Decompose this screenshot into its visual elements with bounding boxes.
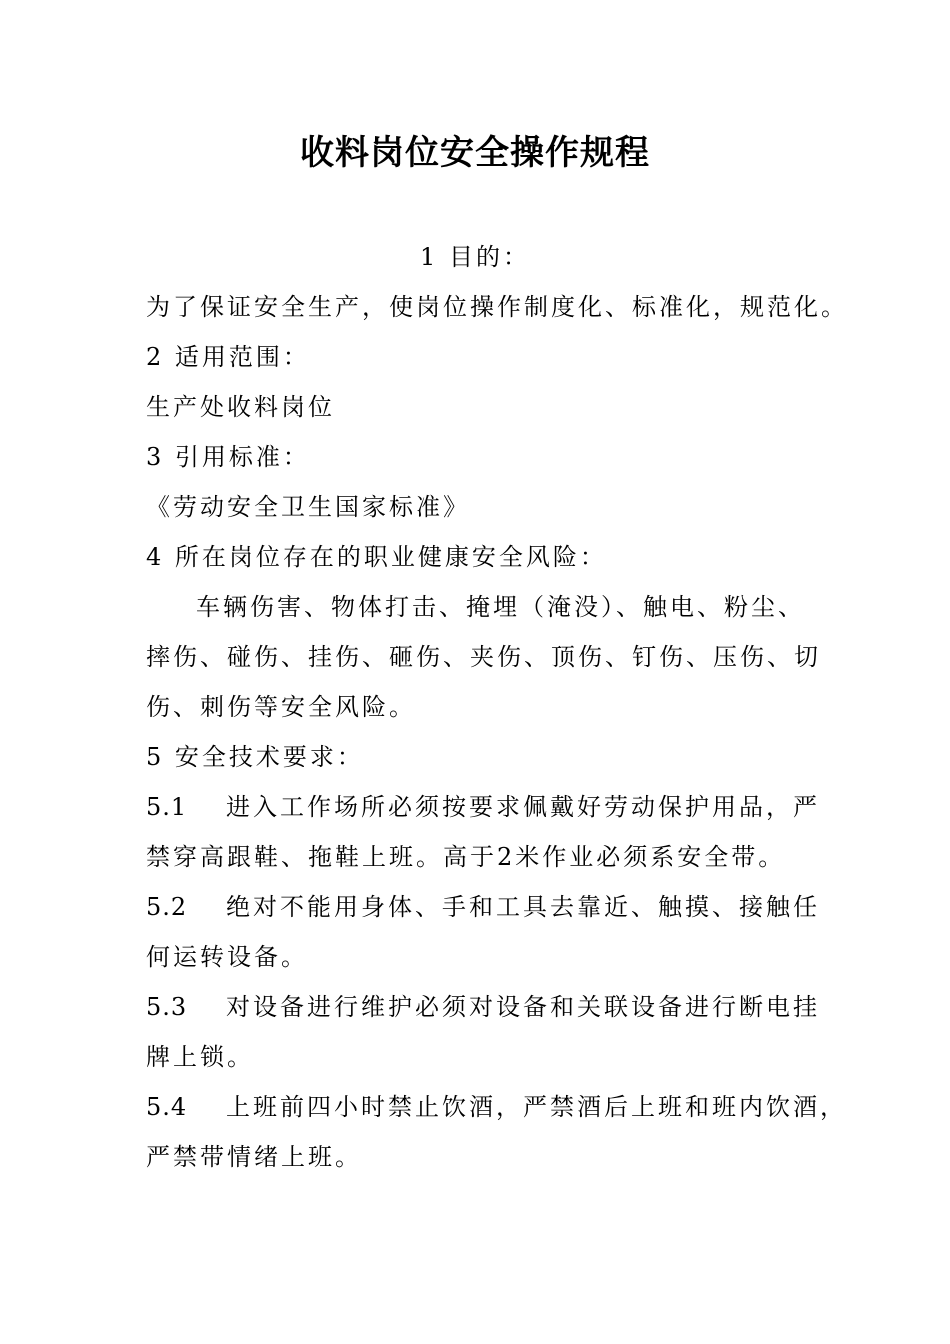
- section-2-heading: 2 适用范围：: [146, 343, 310, 371]
- section-1-text: 为了保证安全生产，使岗位操作制度化、标准化，规范化。: [146, 293, 848, 321]
- item-number: 5.4: [146, 1093, 188, 1121]
- item-number: 5.1: [146, 793, 188, 821]
- document-title: 收料岗位安全操作规程: [300, 133, 650, 173]
- item-5-1-continuation: 禁穿高跟鞋、拖鞋上班。高于2米作业必须系安全带。: [146, 843, 786, 871]
- section-3-heading: 3 引用标准：: [146, 443, 310, 471]
- item-5-4-continuation: 严禁带情绪上班。: [146, 1143, 362, 1171]
- item-text: 绝对不能用身体、手和工具去靠近、触摸、接触任: [226, 893, 820, 921]
- section-2-text: 生产处收料岗位: [146, 393, 335, 421]
- item-number: 5.3: [146, 993, 188, 1021]
- item-text: 进入工作场所必须按要求佩戴好劳动保护用品，严: [226, 793, 820, 821]
- section-5-heading: 5 安全技术要求：: [146, 743, 364, 771]
- section-4-line-1: 车辆伤害、物体打击、掩埋（淹没）、触电、粉尘、: [196, 593, 805, 621]
- item-5-3-continuation: 牌上锁。: [146, 1043, 254, 1071]
- item-5-2: [146, 890, 826, 924]
- section-4-line-3: 伤、刺伤等安全风险。: [146, 693, 416, 721]
- section-4-heading: 4 所在岗位存在的职业健康安全风险：: [146, 543, 607, 571]
- item-5-1: [146, 790, 826, 824]
- item-number: 5.2: [146, 893, 188, 921]
- section-4-line-2: 摔伤、碰伤、挂伤、砸伤、夹伤、顶伤、钉伤、压伤、切: [146, 643, 821, 671]
- item-5-3: [146, 990, 826, 1024]
- item-5-4: [146, 1090, 847, 1124]
- section-3-text: 《劳动安全卫生国家标准》: [146, 493, 470, 521]
- section-1-heading: 1 目的：: [420, 243, 530, 271]
- item-5-2-continuation: 何运转设备。: [146, 943, 308, 971]
- item-text: 上班前四小时禁止饮酒，严禁酒后上班和班内饮酒，: [226, 1093, 847, 1121]
- item-text: 对设备进行维护必须对设备和关联设备进行断电挂: [226, 993, 820, 1021]
